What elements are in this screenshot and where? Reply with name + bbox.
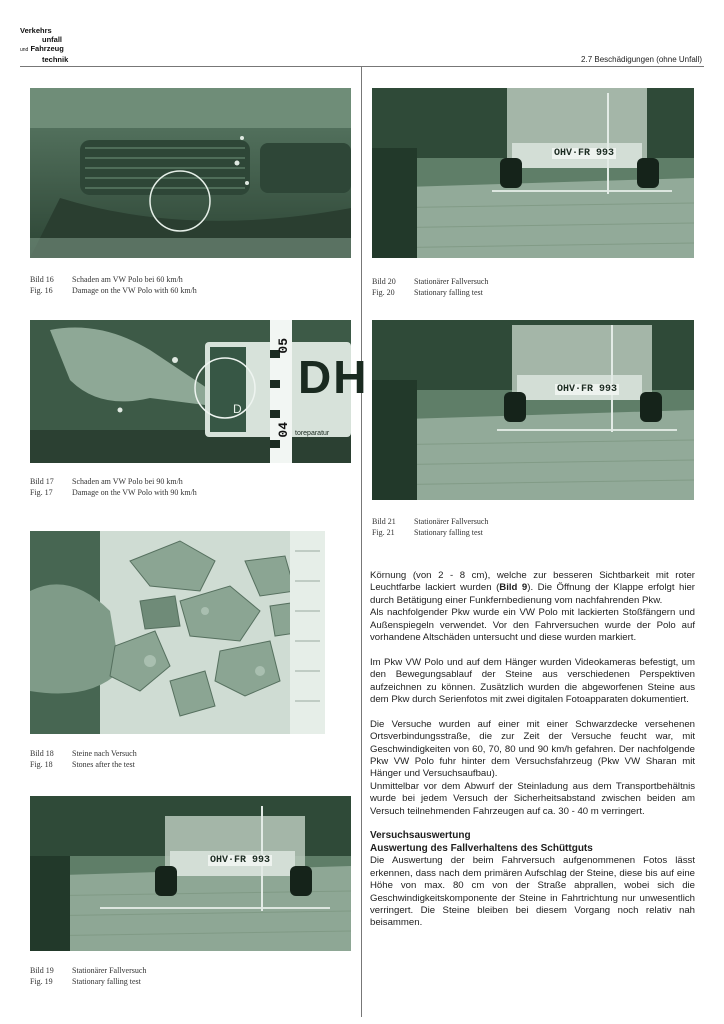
caption-text-en: Stationary falling test	[414, 527, 483, 537]
paragraph-5: Unmittelbar vor dem Abwurf der Steinladung aus dem Transportbehältnis wurde bei jedem Versuch der Sicherheitsabstand zwischen beiden am Versuch teilnehmenden Fahrzeugen auf ca. 30 - 40 m verringert.	[370, 780, 695, 817]
logo-und: und	[20, 47, 29, 53]
paragraph-4-text: Die Versuche wurden auf einer mit einer Schwarzdecke versehenen Ortsverbindungsstraße, die zur Zeit der Versuche feucht war, mit Geschwindigkeiten von 60, 70, 80 und 90 km/h gefahren. Der nachfolgende Pkw VW Polo fuhr hinter dem Versuchsfahrzeug (Pkw VW Sharan mit Hänger und Versuchsaufbau).	[370, 718, 695, 780]
caption-label-de: Bild 20	[372, 277, 396, 286]
caption-label-de: Bild 19	[30, 966, 54, 975]
logo-line-4: technik	[42, 55, 69, 64]
trailer-plate: OHV·FR 993	[210, 855, 271, 866]
subsection	[370, 830, 695, 929]
paragraph-1	[370, 570, 695, 644]
header-rule	[20, 66, 704, 67]
paragraph-3: Im Pkw VW Polo und auf dem Hänger wurden Videokameras befestigt, um den Bewegungsablauf der Steine aus verschiedenen Perspektiven aufzeichnen zu können. Zusätzlich wurden die abgeworfenen Steine aus dem Pkw durch Serienfotos mit zwei digitalen Fotoapparaten dokumentiert.	[370, 656, 695, 706]
logo-line-2: unfall	[42, 35, 62, 44]
caption-bild-16	[30, 275, 197, 296]
caption-label-en: Fig. 17	[30, 487, 53, 497]
photo-bild-19	[30, 796, 351, 951]
caption-text-en: Damage on the VW Polo with 90 km/h	[72, 487, 197, 497]
caption-bild-20	[372, 277, 488, 298]
ruler-label-top: 05	[276, 338, 291, 354]
plate-country: D	[233, 402, 242, 416]
figure-reference: Bild 9	[499, 582, 528, 594]
caption-bild-17	[30, 477, 197, 498]
caption-label-en: Fig. 16	[30, 285, 53, 295]
plate-holder-text: toreparatur	[295, 430, 330, 437]
photo-bild-21	[372, 320, 694, 500]
caption-label-de: Bild 16	[30, 275, 54, 284]
photo-bild-17	[30, 320, 369, 463]
photo-bild-18	[30, 531, 325, 734]
caption-label-en: Fig. 20	[372, 287, 395, 297]
paragraph-4	[370, 719, 695, 818]
caption-text-de: Schaden am VW Polo bei 60 km/h	[72, 275, 183, 284]
heading-evaluation: Versuchsauswertung	[370, 830, 471, 842]
ruler-label-bottom: 04	[276, 422, 291, 438]
caption-label-de: Bild 17	[30, 477, 54, 486]
trailer-plate: OHV·FR 993	[557, 384, 618, 395]
caption-text-de: Stationärer Fallversuch	[72, 966, 147, 975]
caption-bild-21	[372, 517, 488, 538]
caption-label-de: Bild 18	[30, 749, 54, 758]
logo-line-3	[20, 44, 80, 55]
journal-logo	[20, 26, 80, 64]
logo-fahrzeug: Fahrzeug	[30, 44, 64, 53]
heading-fall-behaviour: Auswertung des Fallverhaltens des Schüttguts	[370, 842, 593, 854]
paragraph-6: Die Auswertung der beim Fahrversuch aufgenommenen Fotos lässt erkennen, dass nach dem primären Aufschlag der Steine, diese bis auf eine Höhe von max. 80 cm von der Straße abprallen, wobei sich die Geschwindigkeitskomponente der Steine in Fahrtrichtung nur unwesentlich verringert. Die Steine bleiben bei diesem Vorgang noch relativ nah beisammen.	[370, 855, 695, 929]
caption-text-en: Stationary falling test	[72, 976, 141, 986]
photo-bild-20	[372, 88, 694, 258]
caption-text-de: Schaden am VW Polo bei 90 km/h	[72, 477, 183, 486]
caption-label-en: Fig. 19	[30, 976, 53, 986]
plate-letters: DH	[298, 351, 369, 403]
caption-label-de: Bild 21	[372, 517, 396, 526]
caption-text-en: Stones after the test	[72, 759, 135, 769]
section-title: 2.7 Beschädigungen (ohne Unfall)	[581, 55, 702, 64]
caption-text-en: Damage on the VW Polo with 60 km/h	[72, 285, 197, 295]
paragraph-1-text-b: ). Die Öffnung der Klappe erfolgt hier durch Betätigung einer Funkfernbedienung vom nachfahrenden Pkw.	[370, 582, 695, 606]
caption-text-de: Stationärer Fallversuch	[414, 517, 489, 526]
logo-line-1: Verkehrs	[20, 26, 52, 35]
paragraph-1-text-a: Körnung (von 2 - 8 cm), welche zur besseren Sichtbarkeit mit roter Leuchtfarbe lackiert wurden (	[370, 570, 695, 594]
caption-text-de: Stationärer Fallversuch	[414, 277, 489, 286]
column-divider	[361, 67, 362, 1017]
caption-bild-18	[30, 749, 137, 770]
caption-bild-19	[30, 966, 146, 987]
article-body	[370, 570, 695, 930]
caption-text-de: Steine nach Versuch	[72, 749, 137, 758]
trailer-plate: OHV·FR 993	[554, 148, 615, 159]
photo-bild-16	[30, 88, 351, 258]
caption-text-en: Stationary falling test	[414, 287, 483, 297]
paragraph-2: Als nachfolgender Pkw wurde ein VW Polo mit lackierten Stoßfängern und Außenspiegeln verwendet. Vor den Fahrversuchen wurde der Polo auf vorhandene Altschäden untersucht und diese wurden markiert.	[370, 607, 695, 644]
caption-label-en: Fig. 18	[30, 759, 53, 769]
caption-label-en: Fig. 21	[372, 527, 395, 537]
